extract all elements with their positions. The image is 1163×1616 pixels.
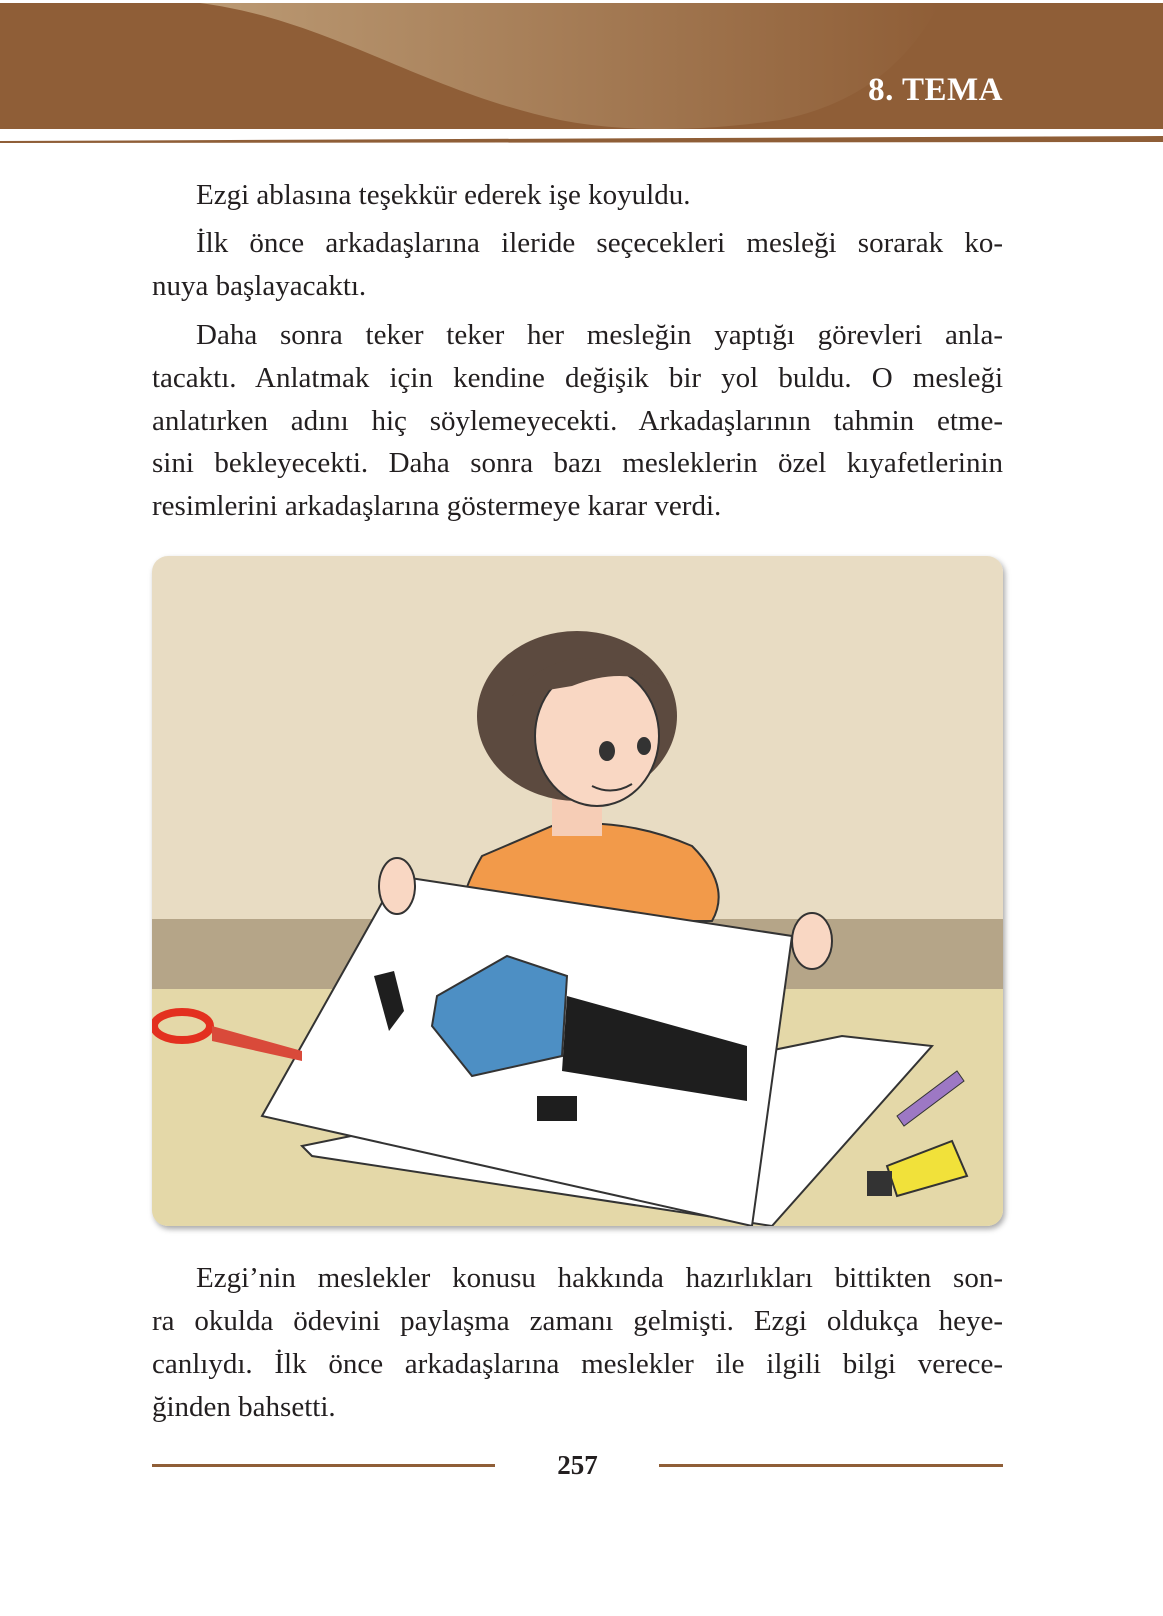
paragraph-line: canlıydı. İlk önce arkadaşlarına meslekler ile ilgili bilgi verece- xyxy=(152,1348,1003,1380)
paragraph-line: ğinden bahsetti. xyxy=(152,1391,336,1423)
paragraph-line: Ezgi ablasına teşekkür ederek işe koyuldu. xyxy=(196,179,691,211)
paragraph-line: Ezgi’nin meslekler konusu hakkında hazırlıkları bittikten son- xyxy=(196,1262,1003,1294)
page-number: 257 xyxy=(557,1450,598,1480)
chapter-header xyxy=(0,0,1163,145)
footer-rule-left xyxy=(152,1464,495,1467)
paragraph-line: tacaktı. Anlatmak için kendine değişik bir yol buldu. O mesleği xyxy=(152,362,1003,394)
footer-rule-right xyxy=(659,1464,1003,1467)
theme-label: 8. TEMA xyxy=(868,72,1003,108)
paragraph-line: resimlerini arkadaşlarına göstermeye karar verdi. xyxy=(152,490,722,522)
paragraph-line: anlatırken adını hiç söylemeyecekti. Arkadaşlarının tahmin etme- xyxy=(152,405,1003,437)
paragraph-line: Daha sonra teker teker her mesleğin yaptığı görevleri anla- xyxy=(196,319,1003,351)
paragraph-line: İlk önce arkadaşlarına ileride seçecekleri mesleği sorarak ko- xyxy=(196,227,1003,259)
illustration-girl-with-uniform-drawing xyxy=(152,556,1003,1226)
paragraph-line: nuya başlayacaktı. xyxy=(152,270,367,302)
paragraph-line: ra okulda ödevini paylaşma zamanı gelmişti. Ezgi oldukça heye- xyxy=(152,1305,1003,1337)
paragraph-line: sini bekleyecekti. Daha sonra bazı mesleklerin özel kıyafetlerinin xyxy=(152,447,1003,479)
